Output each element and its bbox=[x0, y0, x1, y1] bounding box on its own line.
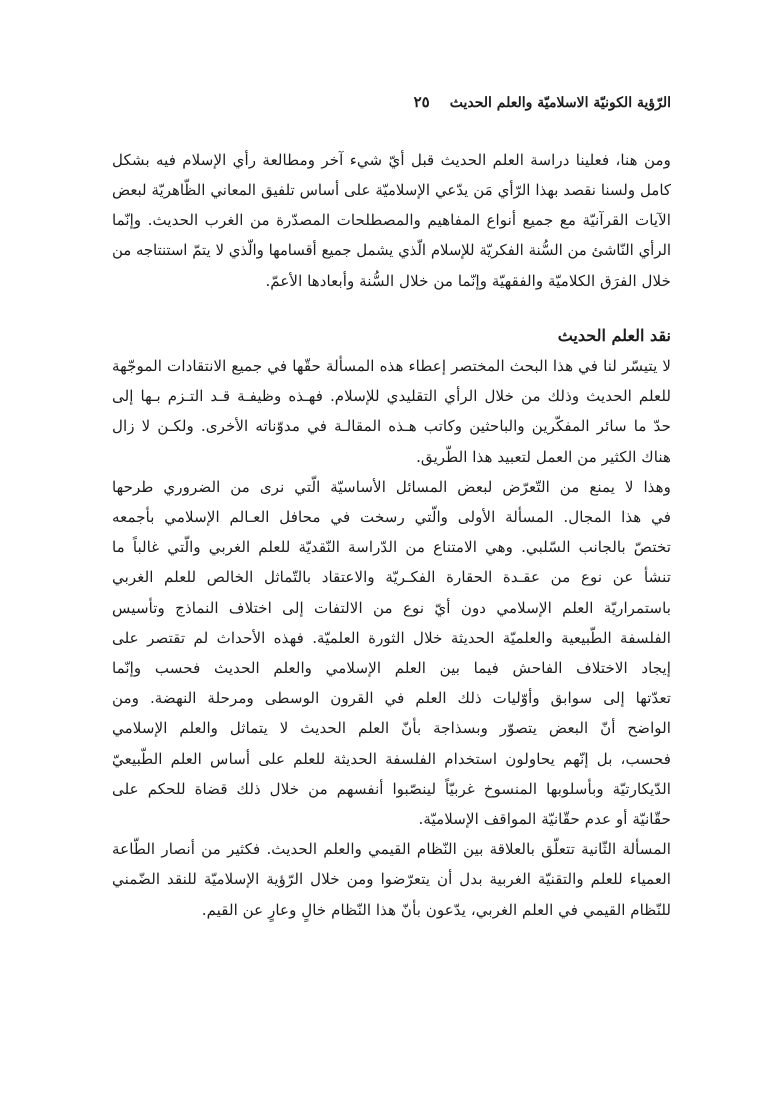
paragraph-intro bbox=[112, 145, 671, 296]
text-line: وهذا لا يمنع من التّعرّض لبعض المسائل الأساسيّة الّتي نرى من الضروري طرحها bbox=[112, 477, 671, 496]
body-text bbox=[112, 145, 671, 925]
section-heading: نقد العلم الحديث bbox=[557, 326, 671, 346]
paragraph-first-issue bbox=[112, 472, 671, 834]
paragraph-second-issue bbox=[112, 834, 671, 925]
text-line: فحسب، بل إنّهم يحاولون استخدام الفلسفة الحديثة للعلم على أساس العلم الطّبيعيّ bbox=[112, 749, 671, 768]
text-line: تختصّ بالجانب السّلبي. وهي الامتناع من الدّراسة النّقديّة للعلم الغربي والّتي غالباً ما bbox=[112, 538, 671, 557]
text-line: كامل ولسنا نقصد بهذا الرّأي مَن يدّعي الإسلاميّة على أساس تلفيق المعاني الظّاهريّة لبعض bbox=[112, 181, 671, 200]
text-line: تعدّتها إلى سوابق وأوّليات ذلك العلم في القرون الوسطى ومرحلة النهضة. ومن bbox=[112, 689, 671, 708]
text-line: العمياء للعلم والتقنيّة الغربية بدل أن يتعرّضوا ومن خلال الرّؤية الإسلاميّة للنقد الضّمني bbox=[112, 870, 671, 889]
text-line: حقّانيّة أو عدم حقّانيّة المواقف الإسلاميّة. bbox=[418, 810, 671, 829]
text-line: إيجاد الاختلاف الفاحش فيما بين العلم الإسلامي والعلم الحديث فحسب وإنّما bbox=[112, 659, 671, 678]
text-line: الرأي النّاشئ من السُّنة الفكريّة للإسلام الّذي يشمل جميع أقسامها والّذي لا يتمّ استنتاجه من bbox=[112, 241, 671, 259]
paragraph-critique bbox=[112, 351, 671, 472]
page-number: ٢٥ bbox=[413, 93, 430, 111]
text-line: الآيات القرآنيّة مع جميع أنواع المفاهيم والمصطلحات المصدّرة من الغرب الحديث. وإنّما bbox=[112, 211, 671, 230]
running-header-title: الرّؤية الكونيّة الاسلاميّة والعلم الحديث bbox=[449, 95, 671, 111]
text-line: المسألة الثّانية تتعلّق بالعلاقة بين النّظام القيمي والعلم الحديث. فكثير من أنصار الطّاعة bbox=[112, 840, 671, 859]
text-line: ومن هنا، فعلينا دراسة العلم الحديث قبل أيّ شيء آخر ومطالعة رأي الإسلام فيه بشكل bbox=[112, 151, 671, 169]
text-line: هناك الكثير من العمل لتعبيد هذا الطّريق. bbox=[416, 447, 671, 466]
text-line: لا يتيسّر لنا في هذا البحث المختصر إعطاء هذه المسألة حقّها في جميع الانتقادات الموجّهة bbox=[112, 357, 671, 376]
text-line: تنشأ عن نوع من عقـدة الحقارة الفكـريّة والاعتقاد بالتّماثل الخالص للعلم الغربي bbox=[112, 568, 671, 587]
text-line: الواضح أنّ البعض يتصوّر وبسذاجة بأنّ العلم الحديث لا يتماثل والعلم الإسلامي bbox=[112, 719, 671, 738]
text-line: للعلم الحديث وذلك من خلال الرأي التقليدي للإسلام. فهـذه وظيفـة قـد التـزم بـها إلى bbox=[112, 387, 671, 406]
text-line: باستمراريّة العلم الإسلامي دون أيّ نوع من الالتفات إلى اختلاف النماذج وتأسيس bbox=[112, 598, 671, 617]
running-header bbox=[414, 93, 671, 111]
text-line: للنّظام القيمي في العلم الغربي، يدّعون بأنّ هذا النّظام خالٍ وعارٍ عن القيم. bbox=[201, 900, 671, 919]
text-line: في هذا المجال. المسألة الأولى والّتي رسخت في محافل العـالم الإسلامي بأجمعه bbox=[112, 508, 671, 527]
text-line: الدّيكارتيّة وبأسلوبها المنسوخ غربيّاً لينصّبوا أنفسهم من خلال ذلك قضاة للحكم على bbox=[112, 779, 671, 798]
text-line: خلال الفرَق الكلاميّة والفقهيّة وإنّما من خلال السُّنة وأبعادها الأعمّ. bbox=[265, 271, 671, 290]
text-line: الفلسفة الطّبيعية والعلميّة الحديثة خلال الثورة العلميّة. فهذه الأحداث لم تقتصر على bbox=[112, 628, 671, 647]
text-line: حدّ ما سائر المفكّرين والباحثين وكاتب هـذه المقالـة في مدوّناته الأخرى. ولكـن لا زال bbox=[112, 417, 671, 436]
